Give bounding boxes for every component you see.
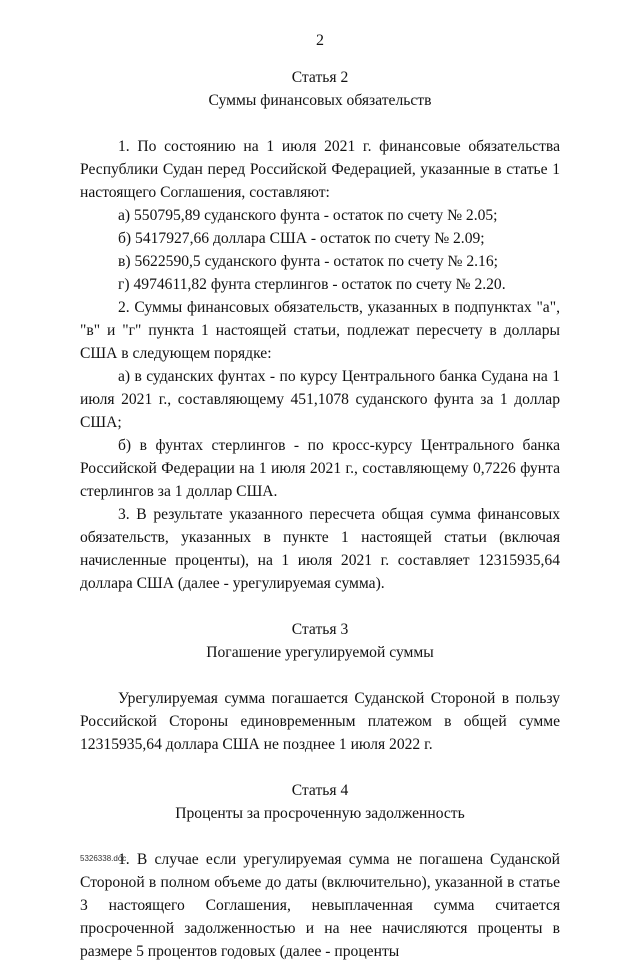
article-2-paragraph: б) 5417927,66 доллара США - остаток по счету № 2.09; xyxy=(118,230,485,247)
article-2-paragraph: 3. В результате указанного пересчета общая сумма финансовых обязательств, указанных в пункте 1 настоящей статьи (включая начисленные проценты), на 1 июля 2021 г. составляет 12315935,64 доллара США (далее - урегулируемая сумма). xyxy=(80,506,560,592)
article-3-title: Погашение урегулируемой суммы xyxy=(206,644,434,661)
article-2-paragraph: г) 4974611,82 фунта стерлингов - остаток по счету № 2.20. xyxy=(118,276,506,293)
article-4-paragraph: 1. В случае если урегулируемая сумма не погашена Суданской Стороной в полном объеме до даты (включительно), указанной в статье 3 настоящего Соглашения, невыплаченная сумма считается просроченной задолженностью и на нее начисляются проценты в размере 5 процентов годовых (далее - проценты xyxy=(80,851,560,960)
article-2-paragraph: 1. По состоянию на 1 июля 2021 г. финансовые обязательства Республики Судан перед Российской Федерацией, указанные в статье 1 настоящего Соглашения, составляют: xyxy=(80,138,560,201)
article-2-title: Суммы финансовых обязательств xyxy=(208,92,432,109)
footer-filename: 5326338.doc xyxy=(80,854,127,863)
article-3-paragraph: Урегулируемая сумма погашается Суданской Стороной в пользу Российской Стороны единовременным платежом в общей сумме 12315935,64 доллара США не позднее 1 июля 2022 г. xyxy=(80,690,560,753)
page-number: 2 xyxy=(316,32,324,49)
article-2-paragraph: в) 5622590,5 суданского фунта - остаток по счету № 2.16; xyxy=(118,253,498,270)
article-2-paragraph: б) в фунтах стерлингов - по кросс-курсу Центрального банка Российской Федерации на 1 июля 2021 г., составляющему 0,7226 фунта стерлингов за 1 доллар США. xyxy=(80,437,560,500)
article-2-paragraph: а) 550795,89 суданского фунта - остаток по счету № 2.05; xyxy=(118,207,498,224)
article-2-paragraph: 2. Суммы финансовых обязательств, указанных в подпунктах "а", "в" и "г" пункта 1 настоящей статьи, подлежат пересчету в доллары США в следующем порядке: xyxy=(80,299,560,362)
article-4-label: Статья 4 xyxy=(291,782,349,799)
article-2-paragraph: а) в суданских фунтах - по курсу Центрального банка Судана на 1 июля 2021 г., составляющему 451,1078 суданского фунта за 1 доллар США; xyxy=(80,368,560,431)
article-2-label: Статья 2 xyxy=(291,69,349,86)
document-body xyxy=(80,66,560,963)
article-3-label: Статья 3 xyxy=(291,621,349,638)
article-4-title: Проценты за просроченную задолженность xyxy=(175,805,465,822)
